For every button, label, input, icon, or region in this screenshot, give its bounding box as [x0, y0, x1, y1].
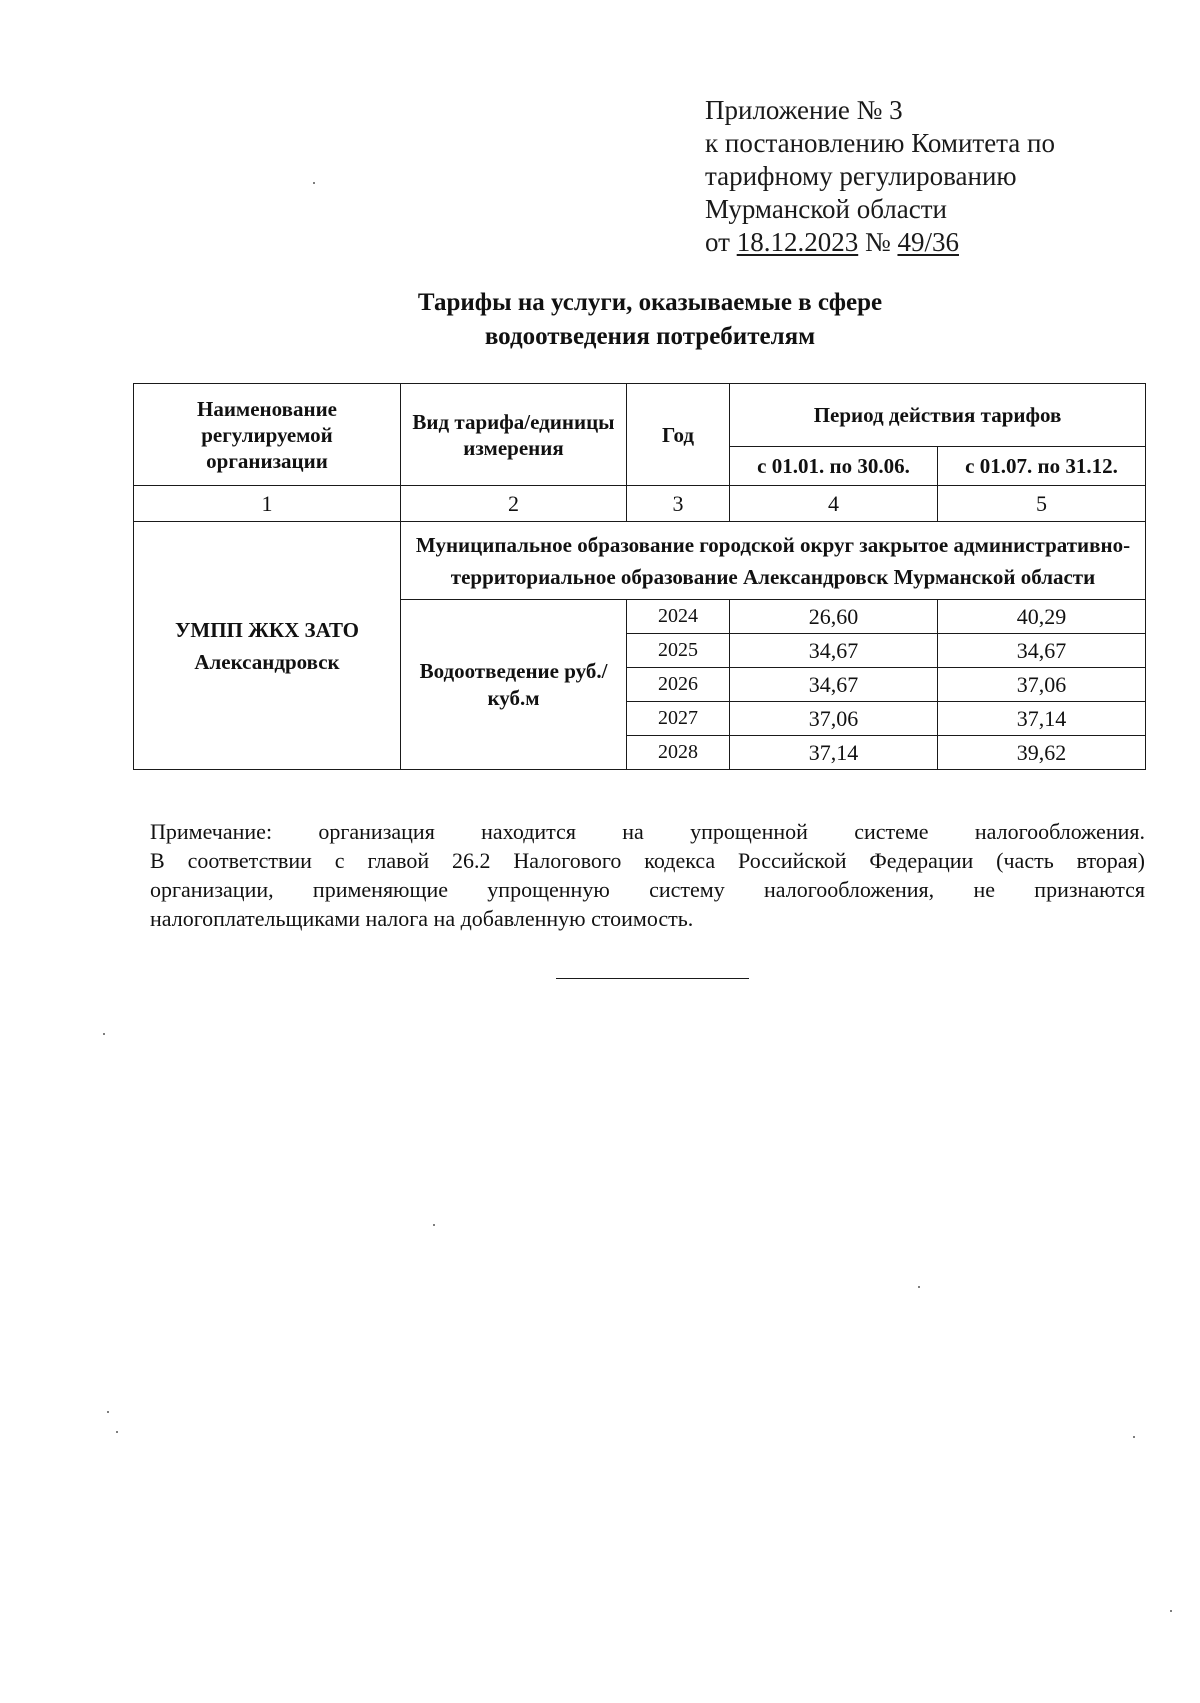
- municipality-name: Муниципальное образование городской округ закрытое административно-территориальное образование Александровск Мурманской области: [401, 522, 1146, 600]
- scan-speck: [433, 1224, 435, 1226]
- note-line-3: организации, применяющие упрощенную систему налогообложения, не признаются: [150, 877, 1145, 902]
- column-number-row: [134, 486, 1146, 522]
- appendix-date-line: [705, 226, 1055, 259]
- year-cell: 2027: [627, 702, 730, 736]
- title-line-2: водоотведения потребителям: [484, 323, 816, 350]
- organization-name: УМПП ЖКХ ЗАТО Александровск: [134, 522, 401, 770]
- column-number: 4: [730, 486, 938, 522]
- note-line-1: Примечание: организация находится на упрощенной системе налогообложения.: [150, 819, 1145, 844]
- appendix-line-3: тарифному регулированию: [705, 161, 1017, 191]
- column-number: 3: [627, 486, 730, 522]
- year-cell: 2028: [627, 736, 730, 770]
- year-cell: 2025: [627, 634, 730, 668]
- scan-speck: [107, 1411, 109, 1413]
- header-period-1: с 01.01. по 30.06.: [730, 447, 938, 486]
- header-kind: Вид тарифа/единицы измерения: [401, 384, 627, 486]
- tariff-h1-cell: 34,67: [730, 634, 938, 668]
- tariff-h2-cell: 37,06: [938, 668, 1146, 702]
- appendix-line-4: Мурманской области: [705, 194, 947, 224]
- tariff-h1-cell: 26,60: [730, 600, 938, 634]
- tariff-h2-cell: 39,62: [938, 736, 1146, 770]
- note-line-4: налогоплательщиками налога на добавленную стоимость.: [150, 906, 694, 931]
- scan-speck: [103, 1033, 105, 1035]
- title-line-1: Тарифы на услуги, оказываемые в сфере: [417, 289, 883, 316]
- resolution-date: 18.12.2023: [736, 227, 859, 257]
- scan-speck: [116, 1431, 118, 1433]
- number-prefix: №: [864, 227, 891, 257]
- document-title: [300, 286, 1000, 354]
- tariff-h1-cell: 34,67: [730, 668, 938, 702]
- tariff-kind: Водоотведение руб./куб.м: [401, 600, 627, 770]
- scan-speck: [313, 182, 315, 184]
- appendix-header: [705, 94, 1055, 259]
- date-prefix: от: [705, 227, 730, 257]
- column-number: 2: [401, 486, 627, 522]
- tariff-table: [133, 383, 1146, 770]
- header-year: Год: [627, 384, 730, 486]
- header-period: Период действия тарифов: [730, 384, 1146, 447]
- scan-speck: [1170, 1610, 1172, 1612]
- appendix-line-2: к постановлению Комитета по: [705, 128, 1055, 158]
- tariff-h1-cell: 37,14: [730, 736, 938, 770]
- scan-speck: [918, 1286, 920, 1288]
- header-org: Наименование регулируемой организации: [134, 384, 401, 486]
- header-period-2: с 01.07. по 31.12.: [938, 447, 1146, 486]
- year-cell: 2026: [627, 668, 730, 702]
- tariff-h2-cell: 37,14: [938, 702, 1146, 736]
- year-cell: 2024: [627, 600, 730, 634]
- column-number: 5: [938, 486, 1146, 522]
- note-line-2: В соответствии с главой 26.2 Налогового кодекса Российской Федерации (часть вторая): [150, 848, 1145, 873]
- tariff-h2-cell: 40,29: [938, 600, 1146, 634]
- municipality-row: [134, 522, 1146, 600]
- resolution-number: 49/36: [897, 227, 959, 257]
- tariff-h2-cell: 34,67: [938, 634, 1146, 668]
- tax-note: [150, 817, 1145, 933]
- closing-divider: [556, 978, 749, 979]
- tariff-h1-cell: 37,06: [730, 702, 938, 736]
- header-row: [134, 384, 1146, 447]
- column-number: 1: [134, 486, 401, 522]
- appendix-number: Приложение № 3: [705, 95, 903, 125]
- scan-speck: [1133, 1436, 1135, 1438]
